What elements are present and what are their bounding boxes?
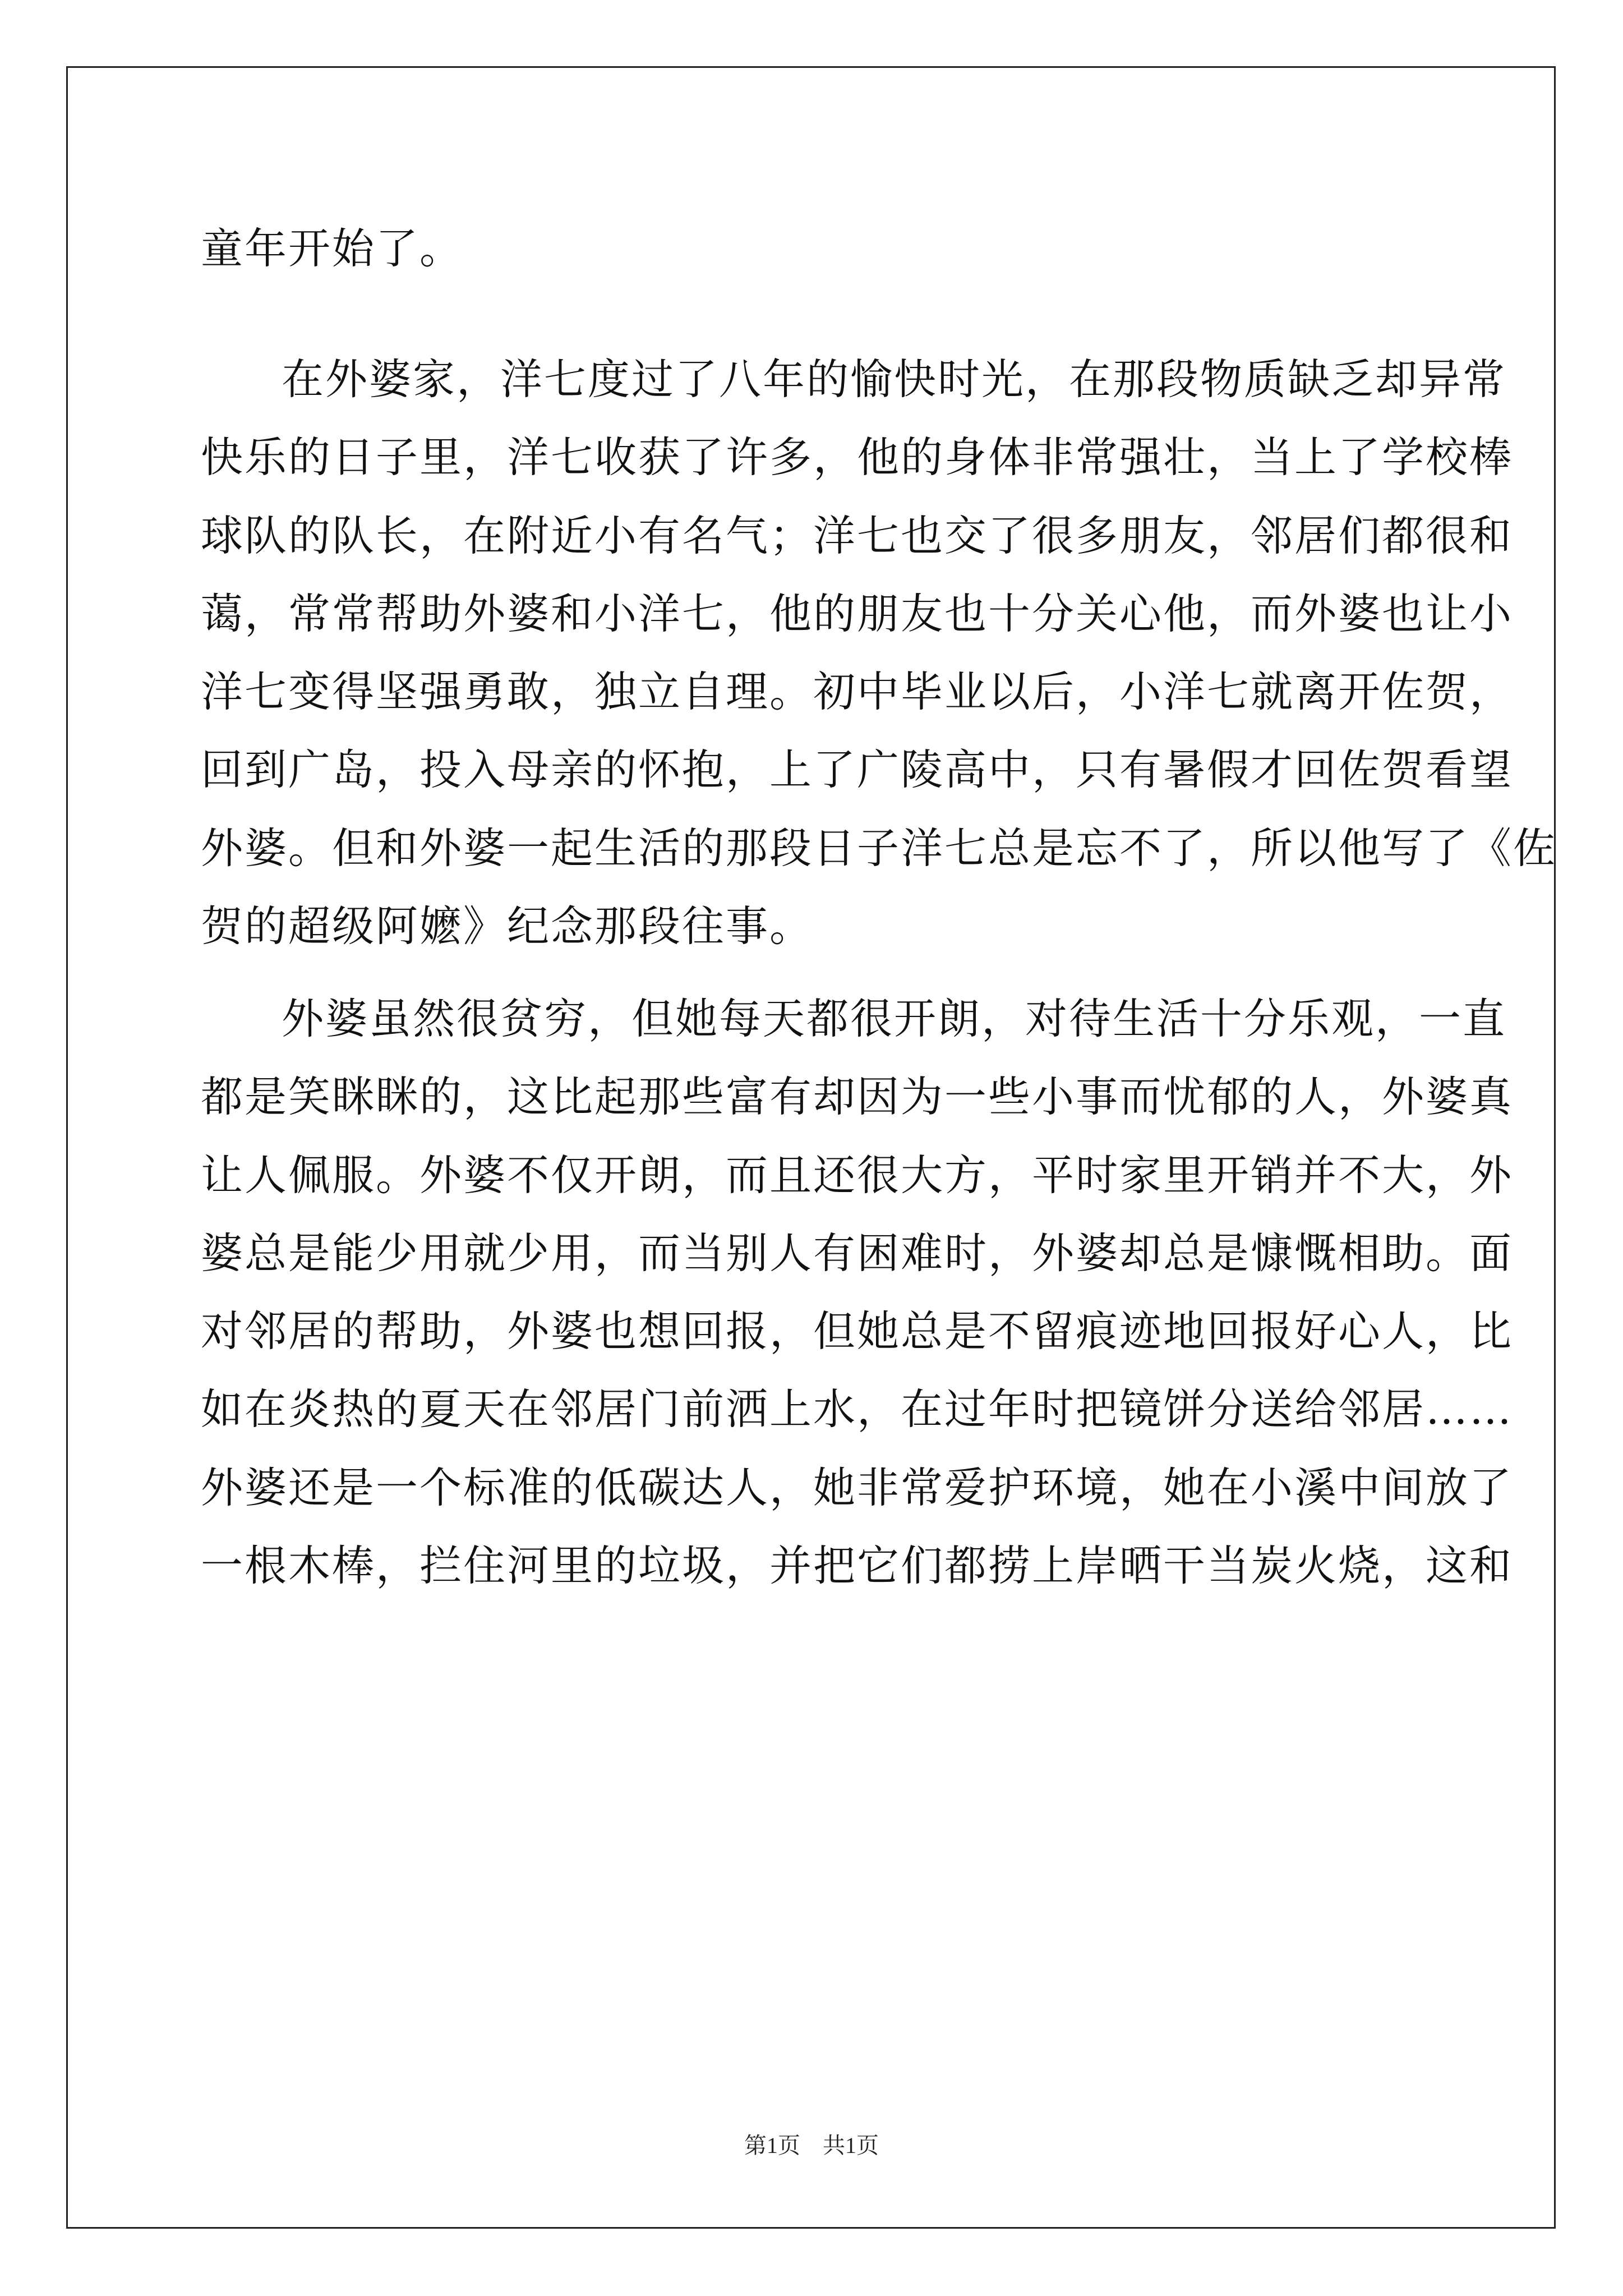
paragraph-first-line: 在外婆家，洋七度过了八年的愉快时光，在那段物质缺乏却异常	[282, 355, 1507, 404]
text-line: 婆总是能少用就少用，而当别人有困难时，外婆却总是慷慨相助。面	[201, 1228, 1514, 1278]
text-line: 让人佩服。外婆不仅开朗，而且还很大方，平时家里开销并不大，外	[201, 1151, 1514, 1200]
page-number: 第1页	[744, 2133, 800, 2158]
text-line: 贺的超级阿嬷》纪念那段往事。	[201, 901, 814, 951]
text-line: 都是笑眯眯的，这比起那些富有却因为一些小事而忧郁的人，外婆真	[201, 1072, 1514, 1121]
text-line: 如在炎热的夏天在邻居门前洒上水，在过年时把镜饼分送给邻居……	[201, 1384, 1514, 1434]
page-total: 共1页	[823, 2133, 879, 2158]
text-line: 一根木棒，拦住河里的垃圾，并把它们都捞上岸晒干当炭火烧，这和	[201, 1541, 1514, 1590]
text-line: 回到广岛，投入母亲的怀抱，上了广陵高中，只有暑假才回佐贺看望	[201, 745, 1514, 794]
text-line: 洋七变得坚强勇敢，独立自理。初中毕业以后，小洋七就离开佐贺，	[201, 667, 1514, 716]
text-line: 外婆还是一个标准的低碳达人，她非常爱护环境，她在小溪中间放了	[201, 1463, 1514, 1512]
text-line: 对邻居的帮助，外婆也想回报，但她总是不留痕迹地回报好心人，比	[201, 1306, 1514, 1356]
text-line: 外婆。但和外婆一起生活的那段日子洋七总是忘不了，所以他写了《佐	[201, 823, 1557, 873]
text-line: 球队的队长，在附近小有名气；洋七也交了很多朋友，邻居们都很和	[201, 511, 1514, 560]
text-line: 蔼，常常帮助外婆和小洋七，他的朋友也十分关心他，而外婆也让小	[201, 589, 1514, 638]
paragraph-first-line: 外婆虽然很贫穷，但她每天都很开朗，对待生活十分乐观，一直	[282, 994, 1507, 1043]
text-line: 童年开始了。	[201, 224, 464, 273]
page-footer	[0, 2129, 1623, 2162]
text-line: 快乐的日子里，洋七收获了许多，他的身体非常强壮，当上了学校棒	[201, 432, 1514, 482]
